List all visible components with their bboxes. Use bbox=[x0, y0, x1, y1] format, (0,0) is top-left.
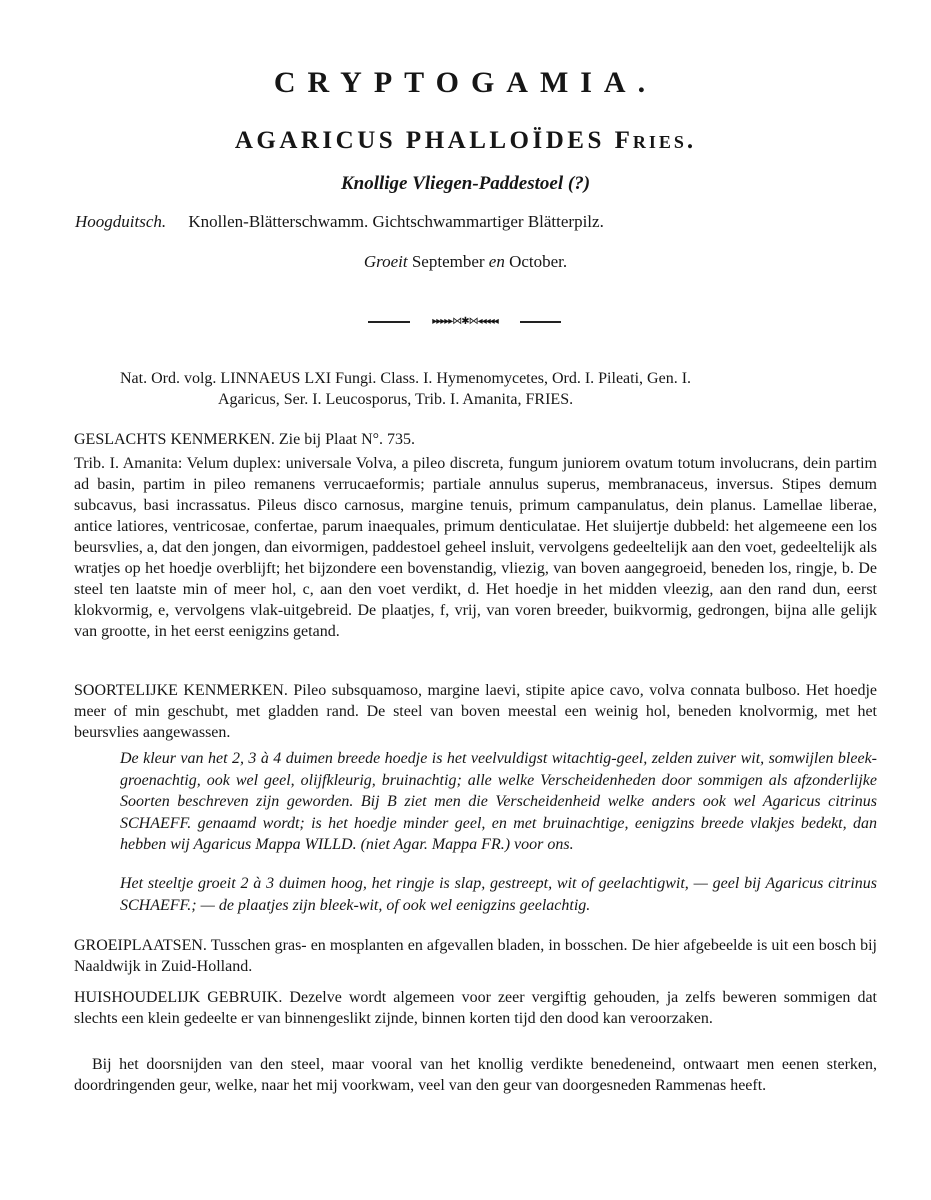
classification-line-1: Nat. Ord. volg. LINNAEUS LXI Fungi. Class. I. Hymenomycetes, Ord. I. Pileati, Gen. I. bbox=[120, 370, 692, 387]
ornamental-divider bbox=[368, 313, 561, 331]
species-body-text: Pileo subsquamoso, margine laevi, stipite apice cavo, volva connata bulboso. Het hoedje meer of min geschubt, met gladden rand. De steel van boven meestal een weinig hol, beneden knolvormig, met het beursvlies aangewassen. bbox=[74, 682, 878, 741]
color-note-text: De kleur van het 2, 3 à 4 duimen breede hoedje is het veelvuldigst witachtig-geel, zelden zuiver wit, somwijlen bleek-groenachtig, ook wel geel, olijfkleurig, bruinachtig; alle welke Verscheidenheden door sommigen als afzonderlijke Soorten beschreven zijn geworden. Bij B ziet men die Verscheidenheid welke anders ook wel Agaricus citrinus SCHAEFF. genaamd wordt; is het hoedje minder geel, en met bruinachtige, eenigzins breede vlakjes bedekt, dan hebben wij Agaricus Mappa WILLD. (niet Agar. Mappa FR.) voor ons. bbox=[120, 750, 877, 853]
habitat-section bbox=[74, 935, 877, 977]
growth-month-2: October. bbox=[509, 252, 568, 271]
genus-heading-label: GESLACHTS KENMERKEN. bbox=[74, 431, 275, 448]
common-name: Knollige Vliegen-Paddestoel (?) bbox=[340, 173, 591, 194]
growth-and: en bbox=[488, 252, 505, 271]
classification-block bbox=[120, 368, 860, 410]
genus-heading-ref: Zie bij Plaat N°. 735. bbox=[278, 431, 416, 448]
species-author: Fries. bbox=[614, 127, 697, 154]
habitat-heading-label: GROEIPLAATSEN. bbox=[74, 937, 207, 954]
german-names-line bbox=[75, 212, 875, 232]
uses-heading-label: HUISHOUDELIJK GEBRUIK. bbox=[74, 989, 283, 1006]
cutting-body-text: Bij het doorsnijden van den steel, maar vooral van het knollig verdikte benedeneind, ontwaart men eenen sterken, doordringenden geur, welke, naar het mij voorkwam, veel van den geur van doorgesneden Rammenas heeft. bbox=[74, 1056, 877, 1094]
german-names: Knollen-Blätterschwamm. Gichtschwammartiger Blätterpilz. bbox=[188, 212, 604, 231]
growth-month-1: September bbox=[411, 252, 485, 271]
cutting-section bbox=[74, 1054, 877, 1096]
genus-body-text: Trib. I. Amanita: Velum duplex: universale Volva, a pileo discreta, fungum juniorem ovatum totum involucrans, dein partim ad basin, partim in pileo remanens verrucaeformis; partiale annulus superus, membranaceus, inversus. Stipes demum subcavus, basi incrassatus. Pileus disco carnosus, margine tenuis, primum campanulatus, dein planus. Lamellae liberae, antice latiores, ventricosae, confertae, parum inaequales, primum denticulatae. Het sluijertje dubbeld: het algemeene een los beursvlies, a, dat den jongen, dan eivormigen, paddestoel geheel insluit, vervolgens gedeeltelijk aan den voet, gedeeltelijk als wratjes op het hoedje overblijft; het bijzondere een bovenstandig, vliezig, van boven aangegroeid, beneden los, ringje, b. De steel ten laatste min of meer hol, c, aan den voet verdikt, d. Het hoedje in het midden vleezig, aan den rand dun, eerst klokvormig, e, vervolgens vlak-uitgebreid. De plaatjes, f, vrij, van voren breeder, buikvormig, gedrongen, bijna alle gelijk van grootte, in het eerst eenigzins getand. bbox=[74, 455, 877, 640]
page-title: CRYPTOGAMIA. bbox=[273, 66, 658, 99]
species-name: AGARICUS PHALLOÏDES bbox=[234, 127, 605, 154]
species-heading-label: SOORTELIJKE KENMERKEN. bbox=[74, 682, 288, 699]
color-note bbox=[120, 748, 877, 856]
classification-line-2: Agaricus, Ser. I. Leucosporus, Trib. I. Amanita, FRIES. bbox=[218, 391, 574, 408]
stem-note bbox=[120, 873, 877, 916]
uses-body-text: Dezelve wordt algemeen voor zeer vergiftig gehouden, ja zelfs beweren sommigen dat slechts een klein gedeelte er van binnengeslikt zijnde, binnen korten tijd den dood kan veroorzaken. bbox=[74, 989, 878, 1027]
species-heading bbox=[0, 127, 931, 155]
growth-season bbox=[0, 252, 931, 272]
habitat-body-text: Tusschen gras- en mosplanten en afgevallen bladen, in bosschen. De hier afgebeelde is uit een bosch bij Naaldwijk in Zuid-Holland. bbox=[74, 937, 877, 975]
species-description bbox=[74, 680, 877, 743]
uses-section bbox=[74, 987, 877, 1029]
growth-label: Groeit bbox=[363, 252, 408, 271]
german-language-label: Hoogduitsch. bbox=[75, 212, 167, 231]
genus-description bbox=[74, 453, 877, 642]
divider-ornament: ▸▸▸▸▸⋈✱⋈◂◂◂◂◂ bbox=[410, 313, 520, 331]
stem-note-text: Het steeltje groeit 2 à 3 duimen hoog, het ringje is slap, gestreept, wit of geelachtigwit, — geel bij Agaricus citrinus SCHAEFF.; — de plaatjes zijn bleek-wit, of ook wel eenigzins geelachtig. bbox=[120, 875, 877, 914]
genus-heading bbox=[74, 429, 877, 450]
